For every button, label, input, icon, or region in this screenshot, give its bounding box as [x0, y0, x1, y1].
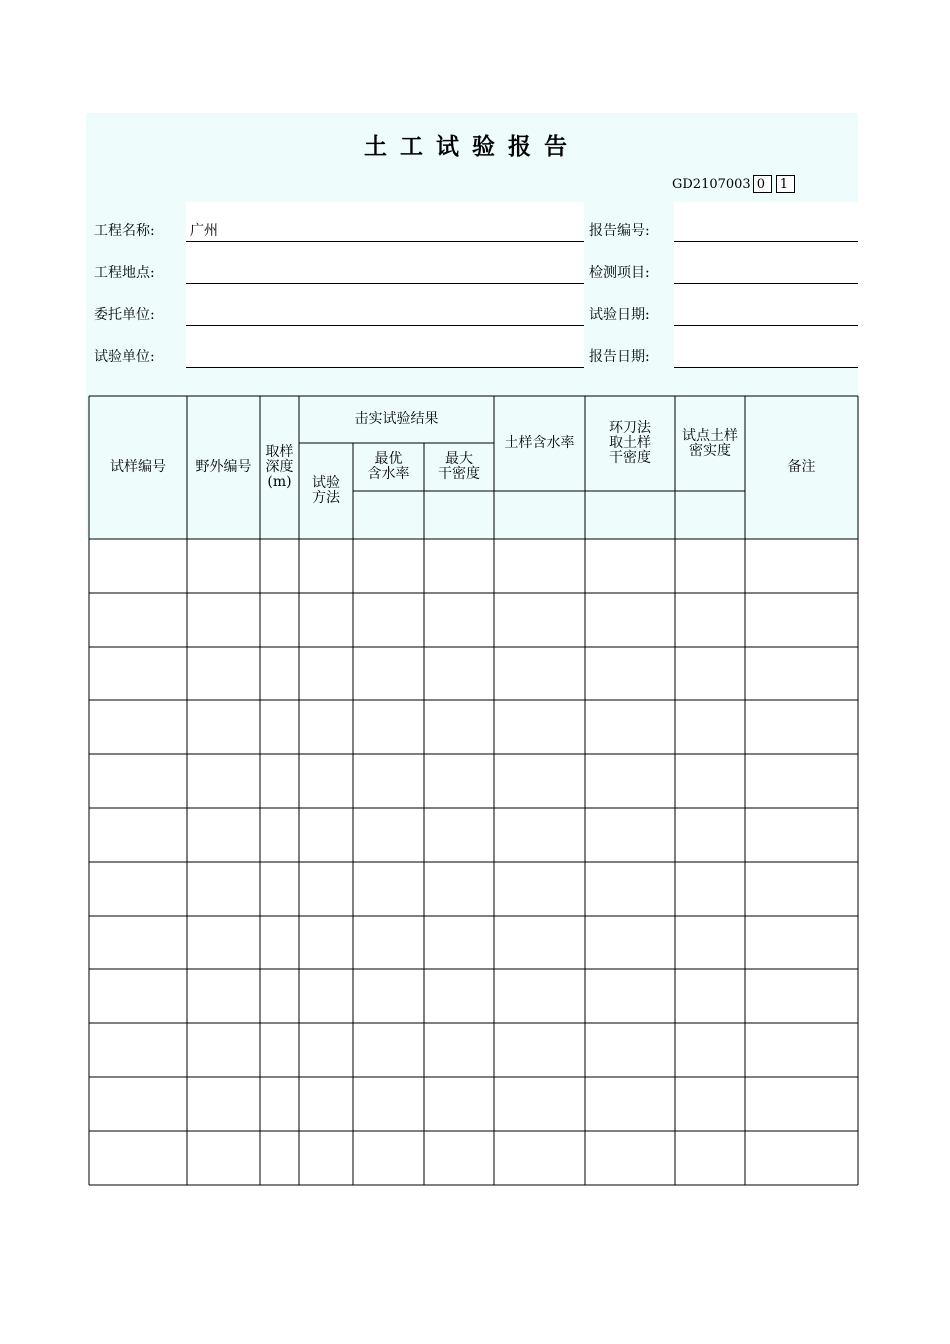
doc-box-2[interactable]: 1	[776, 175, 795, 193]
header-field-no: 野外编号	[195, 459, 252, 475]
table-row[interactable]	[90, 701, 857, 753]
header-sample-no: 试样编号	[110, 459, 166, 475]
table-row[interactable]	[90, 1078, 857, 1130]
table-row[interactable]	[90, 863, 857, 915]
header-ring-dry-density: 环刀法 取土样 干密度	[609, 420, 651, 466]
table-row[interactable]	[90, 594, 857, 646]
test-item-label: 检测项目:	[589, 265, 650, 281]
header-depth: 取样 深度 (m)	[265, 444, 294, 490]
header-remark: 备注	[787, 459, 816, 475]
table-row[interactable]	[90, 1024, 857, 1076]
table-row[interactable]	[90, 648, 857, 700]
project-name-value[interactable]: 广州	[190, 223, 218, 239]
report-no-label: 报告编号:	[589, 223, 650, 239]
report-date-label: 报告日期:	[589, 349, 650, 365]
table-row[interactable]	[90, 1132, 857, 1184]
report-title: 土工试验报告	[364, 134, 580, 160]
table-row[interactable]	[90, 755, 857, 807]
header-compaction-degree: 试点土样 密实度	[682, 427, 738, 459]
header-max-dry-density: 最大 干密度	[438, 451, 480, 482]
header-method: 试验 方法	[312, 475, 340, 506]
project-name-label: 工程名称:	[94, 223, 155, 239]
test-unit-label: 试验单位:	[94, 349, 155, 365]
header-compaction-group: 击实试验结果	[354, 411, 439, 427]
table-row[interactable]	[90, 970, 857, 1022]
table-row[interactable]	[90, 809, 857, 861]
test-date-label: 试验日期:	[589, 307, 650, 323]
header-soil-moisture: 土样含水率	[504, 435, 575, 451]
table-row[interactable]	[90, 917, 857, 969]
header-opt-moisture: 最优 含水率	[367, 451, 410, 482]
table-row[interactable]	[90, 540, 857, 592]
doc-code: GD2107003	[672, 176, 751, 192]
project-site-label: 工程地点:	[94, 265, 155, 281]
doc-box-1[interactable]: 0	[753, 175, 772, 193]
client-label: 委托单位:	[94, 307, 155, 323]
